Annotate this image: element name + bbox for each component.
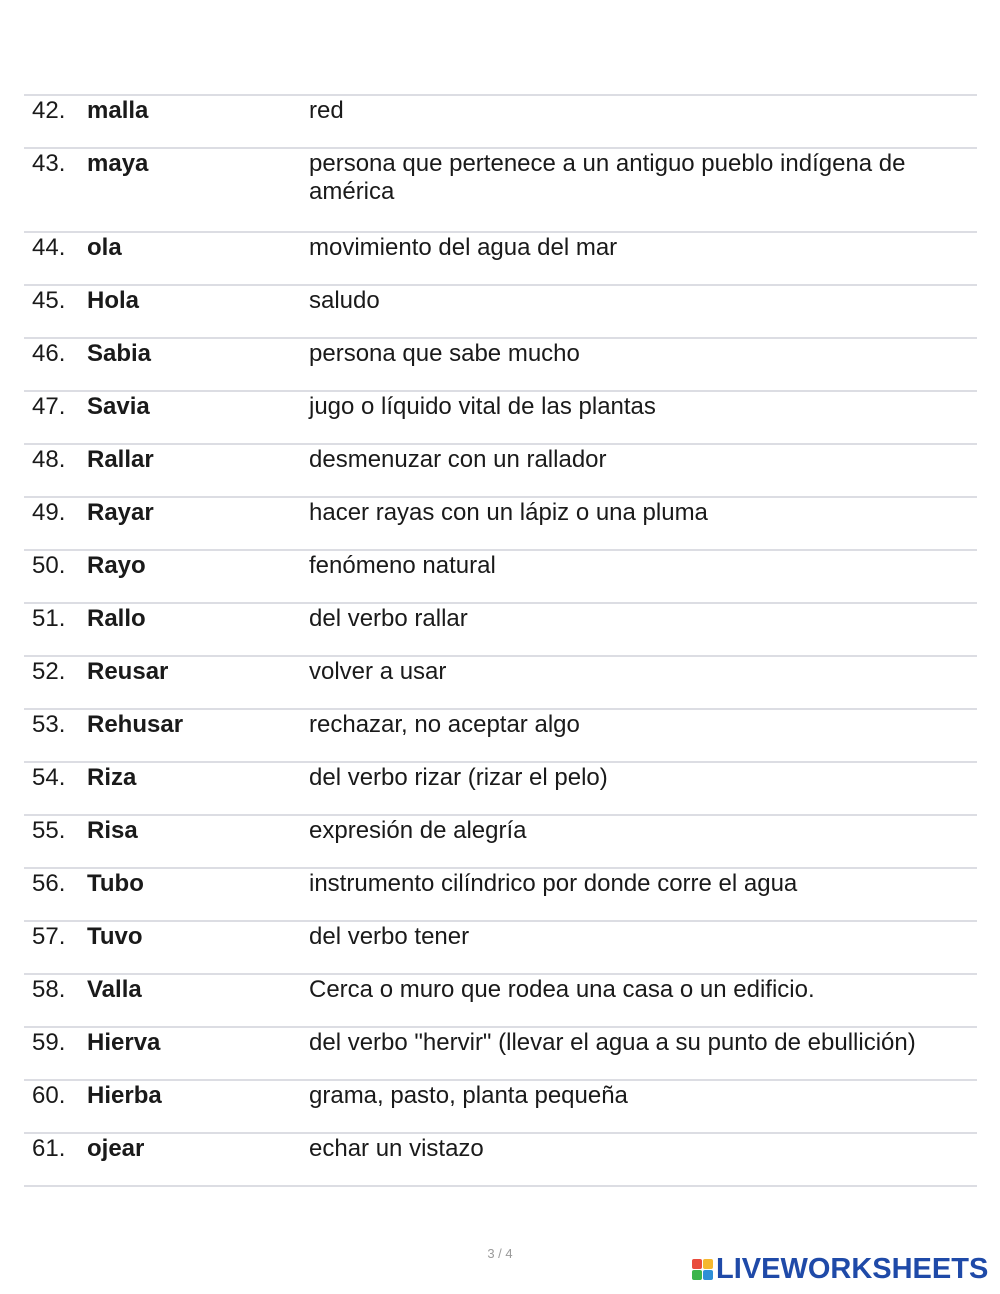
vocabulary-word: Rehusar — [87, 711, 184, 738]
word-definition: persona que pertenece a un antiguo pueblo indígena de américa — [309, 150, 906, 205]
word-definition: instrumento cilíndrico por donde corre el agua — [309, 870, 798, 897]
row-number: 52. — [32, 658, 66, 685]
row-number: 42. — [32, 97, 66, 124]
liveworksheets-logo-text: LIVEWORKSHEETS — [716, 1253, 989, 1285]
row-number: 61. — [32, 1135, 66, 1162]
vocabulary-word: Valla — [87, 976, 142, 1003]
vocabulary-word: Rayo — [87, 552, 146, 579]
word-definition: jugo o líquido vital de las plantas — [309, 393, 656, 420]
vocabulary-word: maya — [87, 150, 149, 177]
vocabulary-word: ojear — [87, 1135, 145, 1162]
vocabulary-word: ola — [87, 234, 122, 261]
vocabulary-word: Rayar — [87, 499, 154, 526]
vocabulary-word: Rallar — [87, 446, 154, 473]
row-number: 57. — [32, 923, 66, 950]
row-number: 46. — [32, 340, 66, 367]
row-number: 50. — [32, 552, 66, 579]
word-definition: desmenuzar con un rallador — [309, 446, 607, 473]
vocabulary-word: Hola — [87, 287, 140, 314]
vocabulary-word: Reusar — [87, 658, 169, 685]
row-number: 56. — [32, 870, 66, 897]
word-definition: expresión de alegría — [309, 817, 527, 844]
row-number: 55. — [32, 817, 66, 844]
word-definition: del verbo tener — [309, 923, 470, 950]
word-definition: fenómeno natural — [309, 552, 496, 579]
vocabulary-word: Rallo — [87, 605, 146, 632]
vocabulary-word: Hierva — [87, 1029, 161, 1056]
logo-square-red — [692, 1259, 702, 1269]
vocabulary-word: malla — [87, 97, 149, 124]
table-row — [24, 975, 977, 1028]
logo-square-green — [692, 1270, 702, 1280]
logo-square-yellow — [703, 1259, 713, 1269]
row-number: 53. — [32, 711, 66, 738]
table-row — [24, 233, 977, 286]
word-definition: Cerca o muro que rodea una casa o un edificio. — [309, 976, 815, 1003]
liveworksheets-logo[interactable] — [692, 1254, 988, 1284]
word-definition: movimiento del agua del mar — [309, 234, 618, 261]
table-row — [24, 339, 977, 392]
row-number: 58. — [32, 976, 66, 1003]
vocabulary-table — [24, 94, 977, 1187]
table-row — [24, 149, 977, 233]
row-number: 44. — [32, 234, 66, 261]
row-number: 51. — [32, 605, 66, 632]
row-number: 45. — [32, 287, 66, 314]
table-row — [24, 710, 977, 763]
vocabulary-word: Tuvo — [87, 923, 143, 950]
vocabulary-word: Tubo — [87, 870, 144, 897]
word-definition: del verbo rallar — [309, 605, 468, 632]
row-number: 49. — [32, 499, 66, 526]
vocabulary-word: Hierba — [87, 1082, 162, 1109]
vocabulary-word: Riza — [87, 764, 137, 791]
word-definition: rechazar, no aceptar algo — [309, 711, 580, 738]
table-row — [24, 445, 977, 498]
row-number: 60. — [32, 1082, 66, 1109]
table-row — [24, 816, 977, 869]
vocabulary-word: Sabia — [87, 340, 152, 367]
table-row — [24, 286, 977, 339]
table-row — [24, 551, 977, 604]
row-number: 59. — [32, 1029, 66, 1056]
table-row — [24, 922, 977, 975]
table-row — [24, 498, 977, 551]
word-definition: hacer rayas con un lápiz o una pluma — [309, 499, 708, 526]
word-definition: echar un vistazo — [309, 1135, 484, 1162]
table-row — [24, 1028, 977, 1081]
row-number: 47. — [32, 393, 66, 420]
row-number: 43. — [32, 150, 66, 177]
vocabulary-word: Savia — [87, 393, 150, 420]
row-number: 48. — [32, 446, 66, 473]
row-number: 54. — [32, 764, 66, 791]
table-row — [24, 392, 977, 445]
vocabulary-word: Risa — [87, 817, 138, 844]
page-indicator: 3 / 4 — [487, 1246, 513, 1261]
word-definition: saludo — [309, 287, 380, 314]
word-definition: volver a usar — [309, 658, 447, 685]
word-definition: grama, pasto, planta pequeña — [309, 1082, 628, 1109]
word-definition: red — [309, 97, 344, 124]
table-row — [24, 869, 977, 922]
word-definition: persona que sabe mucho — [309, 340, 580, 367]
table-row — [24, 96, 977, 149]
table-row — [24, 657, 977, 710]
word-definition: del verbo rizar (rizar el pelo) — [309, 764, 608, 791]
table-row — [24, 1134, 977, 1187]
table-row — [24, 604, 977, 657]
table-row — [24, 763, 977, 816]
table-row — [24, 1081, 977, 1134]
logo-square-blue — [703, 1270, 713, 1280]
word-definition: del verbo "hervir" (llevar el agua a su punto de ebullición) — [309, 1029, 916, 1056]
liveworksheets-logo-icon — [692, 1259, 713, 1280]
